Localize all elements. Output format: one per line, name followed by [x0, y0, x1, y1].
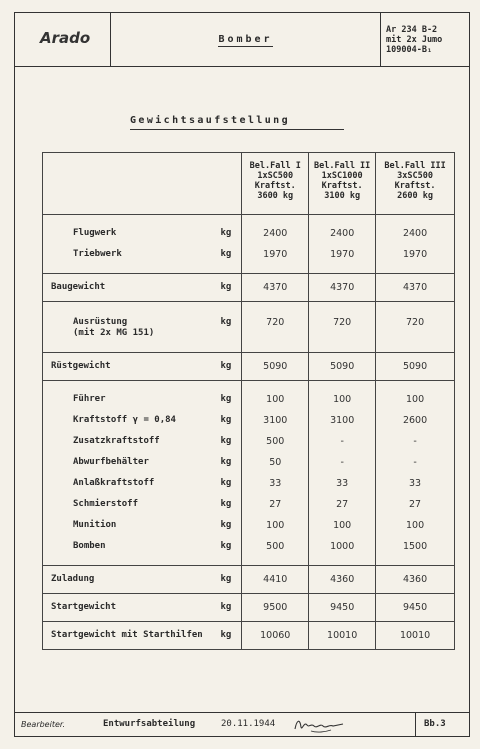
cell-value: 2600 — [402, 415, 428, 426]
company-logo: Arado — [40, 29, 91, 47]
table-row — [43, 569, 241, 590]
cell-value: 1970 — [402, 249, 428, 260]
cell-value: 33 — [409, 478, 422, 489]
row-label-cell — [43, 302, 242, 353]
col-head-line: 1xSC500 — [257, 171, 294, 181]
row-unit: kg — [220, 228, 232, 238]
ref-line: Ar 234 B-2 — [386, 25, 438, 35]
value-cell-col-3 — [376, 566, 455, 594]
row-label: Zuladung — [51, 574, 95, 584]
col-head-line: 3100 kg — [324, 191, 361, 201]
value-cell-col-3 — [376, 353, 455, 381]
row-label-sub: (mit 2x MG 151) — [73, 328, 155, 338]
row-label-cell — [43, 622, 242, 650]
row-label-cell — [43, 566, 242, 594]
table-row — [43, 625, 241, 646]
value-cell-col-1 — [242, 566, 309, 594]
doc-type-cell — [111, 13, 381, 66]
cell-value: 9450 — [402, 602, 428, 613]
col-head-line: Bel.Fall III — [384, 161, 446, 171]
table-row — [43, 515, 241, 536]
table-row — [43, 597, 241, 618]
col-head-line: 3600 kg — [257, 191, 294, 201]
col-head-line: 1xSC1000 — [321, 171, 363, 181]
table-body — [43, 215, 455, 650]
row-label: Flugwerk — [73, 228, 117, 238]
reference-cell — [381, 13, 469, 66]
value-cell-col-1 — [242, 353, 309, 381]
row-label-cell — [43, 353, 242, 381]
cell-value: 4410 — [263, 574, 288, 585]
cell-value: 10010 — [399, 630, 431, 641]
cell-value: 33 — [269, 478, 282, 489]
doc-type: Bomber — [218, 34, 273, 45]
value-cell-col-2 — [309, 622, 376, 650]
cell-value: 720 — [266, 317, 285, 328]
value-cell-col-1 — [242, 215, 309, 274]
value-cell-col-3 — [376, 215, 455, 274]
ref-line: mit 2x Jumo — [386, 35, 443, 45]
cell-value: 4370 — [330, 282, 355, 293]
cell-value: 5090 — [263, 361, 288, 372]
value-cell-col-1 — [242, 302, 309, 353]
row-unit: kg — [220, 415, 232, 425]
cell-value: 5090 — [330, 361, 355, 372]
value-cell-col-3 — [376, 594, 455, 622]
row-unit: kg — [220, 541, 232, 551]
weight-table — [42, 152, 455, 650]
cell-value: 3100 — [263, 415, 288, 426]
cell-value: - — [413, 436, 417, 447]
cell-value: 1500 — [402, 541, 428, 552]
col-head-line: Kraftst. — [394, 181, 436, 191]
table-row-group — [43, 566, 455, 594]
value-cell-col-1 — [242, 622, 309, 650]
cell-value: 3100 — [330, 415, 355, 426]
row-label-cell — [43, 381, 242, 566]
cell-value: 1000 — [330, 541, 355, 552]
value-cell-col-3 — [376, 302, 455, 353]
table-row — [43, 431, 241, 452]
table-row — [43, 452, 241, 473]
cell-value: 100 — [405, 520, 425, 531]
row-label: Ausrüstung — [73, 317, 128, 327]
row-label: Rüstgewicht — [51, 361, 111, 371]
cell-value: 27 — [336, 499, 349, 510]
table-row — [43, 536, 241, 557]
signature — [291, 715, 351, 735]
col-head-line: Bel.Fall I — [249, 161, 301, 171]
cell-value: 500 — [266, 436, 285, 447]
department: Entwurfsabteilung — [103, 719, 196, 729]
row-unit: kg — [220, 630, 232, 640]
ref-line: 109004-B₁ — [386, 45, 433, 55]
row-label: Triebwerk — [73, 249, 122, 259]
doc-type-wrap — [111, 34, 380, 45]
row-unit: kg — [220, 394, 232, 404]
value-cell-col-2 — [309, 215, 376, 274]
cell-value: 2400 — [402, 228, 428, 239]
row-unit: kg — [220, 520, 232, 530]
value-cell-col-1 — [242, 274, 309, 302]
footer-block — [15, 712, 469, 736]
row-unit: kg — [220, 282, 232, 292]
row-label: Anlaßkraftstoff — [73, 478, 155, 488]
header-blank-cell — [43, 153, 242, 215]
value-cell-col-2 — [309, 274, 376, 302]
table-row — [43, 389, 241, 410]
cell-value: 9500 — [263, 602, 288, 613]
row-unit: kg — [220, 499, 232, 509]
table-row-group — [43, 302, 455, 353]
table-row-group — [43, 274, 455, 302]
cell-value: 27 — [269, 499, 282, 510]
cell-value: 27 — [409, 499, 422, 510]
row-label: Abwurfbehälter — [73, 457, 149, 467]
title-underline — [130, 129, 344, 130]
row-label: Bomben — [73, 541, 106, 551]
cell-value: 4370 — [263, 282, 288, 293]
table-row — [43, 473, 241, 494]
cell-value: 50 — [269, 457, 282, 468]
value-cell-col-2 — [309, 381, 376, 566]
cell-value: 4370 — [402, 282, 428, 293]
logo-cell — [15, 13, 111, 66]
cell-value: - — [413, 457, 417, 468]
row-unit: kg — [220, 249, 232, 259]
value-cell-col-3 — [376, 622, 455, 650]
cell-value: 1970 — [263, 249, 288, 260]
cell-value: 10060 — [260, 630, 291, 641]
cell-value: 100 — [266, 394, 285, 405]
table-row — [43, 244, 241, 265]
row-unit: kg — [220, 457, 232, 467]
cell-value: 720 — [333, 317, 352, 328]
row-label: Führer — [73, 394, 106, 404]
date: 20.11.1944 — [221, 719, 276, 729]
row-label: Schmierstoff — [73, 499, 139, 509]
row-label: Baugewicht — [51, 282, 106, 292]
row-label-cell — [43, 274, 242, 302]
col-head-line: 3xSC500 — [397, 171, 433, 181]
table-row — [43, 356, 241, 377]
table-row-group — [43, 622, 455, 650]
cell-value: - — [340, 457, 344, 468]
cell-value: 100 — [333, 394, 352, 405]
table-row — [43, 312, 241, 342]
value-cell-col-1 — [242, 381, 309, 566]
table-row-group — [43, 381, 455, 566]
value-cell-col-3 — [376, 274, 455, 302]
row-label: Startgewicht — [51, 602, 117, 612]
cell-value: - — [340, 436, 344, 447]
value-cell-col-2 — [309, 353, 376, 381]
value-cell-col-1 — [242, 594, 309, 622]
cell-value: 4360 — [402, 574, 428, 585]
cell-value: 2400 — [263, 228, 288, 239]
col-head-line: Bel.Fall II — [314, 161, 371, 171]
col-head-3 — [376, 153, 455, 215]
col-head-line: Kraftst. — [321, 181, 363, 191]
row-unit: kg — [220, 602, 232, 612]
table-row-group — [43, 353, 455, 381]
cell-value: 4360 — [330, 574, 355, 585]
row-label: Kraftstoff γ = 0,84 — [73, 415, 176, 425]
title-block — [15, 13, 469, 67]
bearbeiter-label: Bearbeiter. — [21, 720, 65, 729]
cell-value: 100 — [333, 520, 352, 531]
cell-value: 5090 — [402, 361, 428, 372]
cell-value: 10010 — [327, 630, 358, 641]
value-cell-col-2 — [309, 594, 376, 622]
row-unit: kg — [220, 436, 232, 446]
cell-value: 100 — [405, 394, 425, 405]
cell-value: 1970 — [330, 249, 355, 260]
table-row — [43, 277, 241, 298]
row-unit: kg — [220, 478, 232, 488]
col-head-2 — [309, 153, 376, 215]
table-header-row — [43, 153, 455, 215]
row-label: Zusatzkraftstoff — [73, 436, 160, 446]
cell-value: 33 — [336, 478, 349, 489]
value-cell-col-2 — [309, 302, 376, 353]
row-label: Munition — [73, 520, 117, 530]
cell-value: 100 — [266, 520, 285, 531]
page-number: Bb.3 — [415, 713, 471, 736]
col-head-line: 2600 kg — [397, 191, 433, 201]
row-label-cell — [43, 215, 242, 274]
row-unit: kg — [220, 574, 232, 584]
table-row-group — [43, 594, 455, 622]
table-row — [43, 494, 241, 515]
row-label: Startgewicht mit Starthilfen — [51, 630, 203, 640]
table-row — [43, 223, 241, 244]
reference-lines — [386, 25, 442, 55]
cell-value: 500 — [266, 541, 285, 552]
col-head-1 — [242, 153, 309, 215]
value-cell-col-2 — [309, 566, 376, 594]
cell-value: 720 — [405, 317, 425, 328]
table-row-group — [43, 215, 455, 274]
table-row — [43, 410, 241, 431]
row-unit: kg — [220, 361, 232, 371]
value-cell-col-3 — [376, 381, 455, 566]
col-head-line: Kraftst. — [254, 181, 296, 191]
cell-value: 2400 — [330, 228, 355, 239]
cell-value: 9450 — [330, 602, 355, 613]
page-title: Gewichtsaufstellung — [130, 115, 290, 126]
row-label-cell — [43, 594, 242, 622]
row-unit: kg — [220, 317, 232, 327]
